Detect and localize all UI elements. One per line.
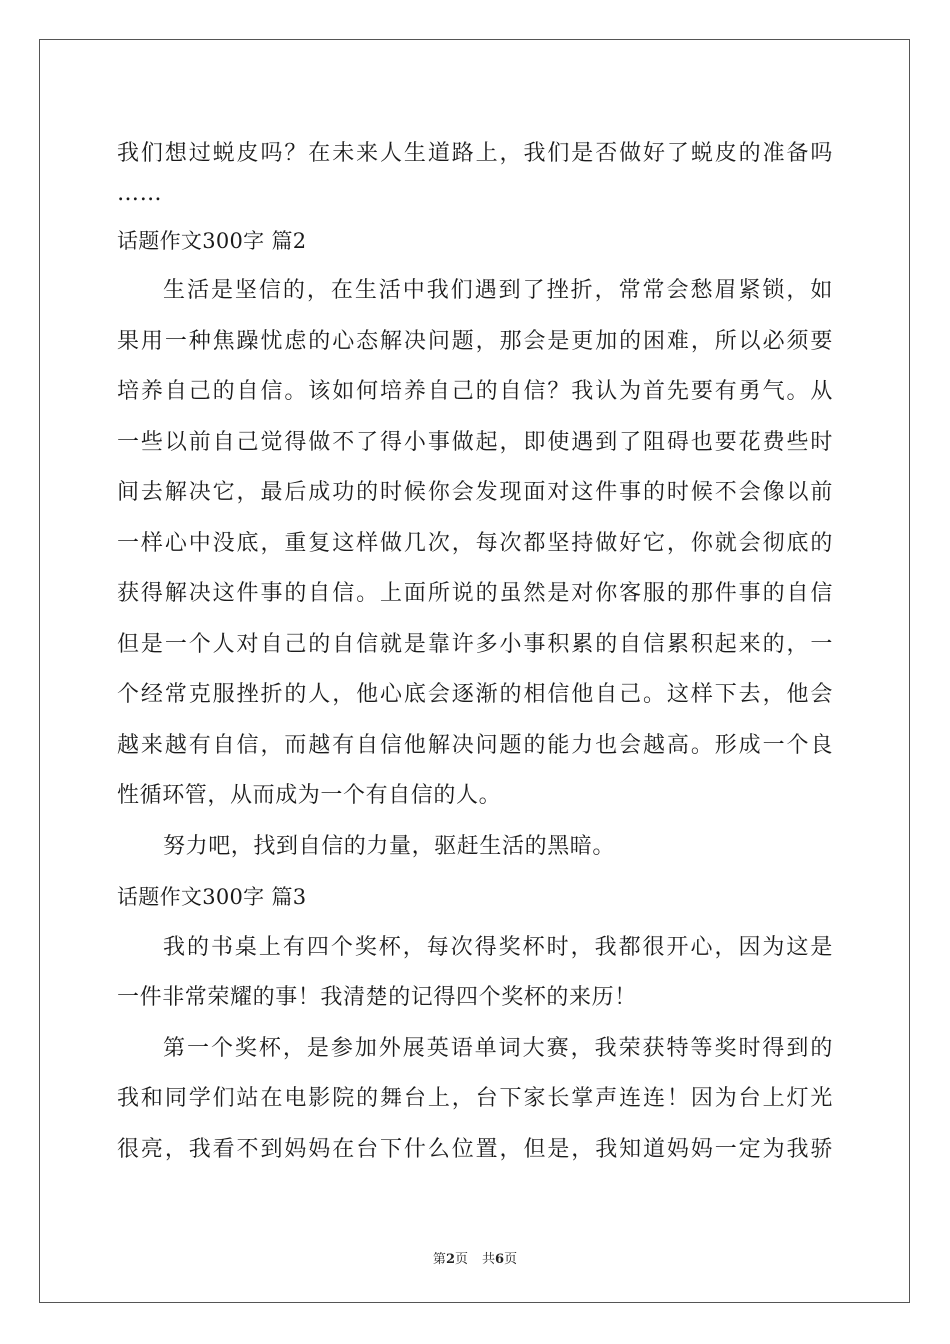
paragraph-line: 间去解决它，最后成功的时候你会发现面对这件事的时候不会像以前 — [117, 480, 833, 505]
paragraph-line: 我的书桌上有四个奖杯，每次得奖杯时，我都很开心，因为这是 — [163, 934, 833, 960]
paragraph-line: 生活是坚信的，在生活中我们遇到了挫折，常常会愁眉紧锁，如 — [163, 278, 833, 303]
section-2-paragraph-1 — [117, 266, 833, 822]
paragraph-line: 获得解决这件事的自信。上面所说的虽然是对你客服的那件事的自信 — [117, 581, 833, 606]
paragraph-line: 但是一个人对自己的自信就是靠许多小事积累的自信累积起来的，一 — [117, 631, 833, 657]
paragraph-line: 一样心中没底，重复这样做几次，每次都坚持做好它，你就会彻底的 — [117, 530, 833, 556]
page-suffix: 页 — [454, 1252, 468, 1267]
paragraph-line: 个经常克服挫折的人，他心底会逐渐的相信他自己。这样下去，他会 — [117, 682, 833, 707]
section-3-paragraph-1 — [117, 923, 833, 1024]
paragraph-line: 越来越有自信，而越有自信他解决问题的能力也会越高。形成一个良 — [117, 732, 833, 758]
paragraph-line: 果用一种焦躁忧虑的心态解决问题，那会是更加的困难，所以必须要 — [117, 328, 833, 354]
total-suffix: 页 — [504, 1252, 518, 1267]
page-footer — [0, 1248, 950, 1267]
paragraph-line: 第一个奖杯，是参加外展英语单词大赛，我荣获特等奖时得到的 — [163, 1035, 833, 1061]
paragraph-line: 一件非常荣耀的事！我清楚的记得四个奖杯的来历！ — [117, 985, 637, 1010]
document-body — [117, 129, 833, 1175]
paragraph-line: 很亮，我看不到妈妈在台下什么位置，但是，我知道妈妈一定为我骄 — [117, 1136, 833, 1162]
section-2-paragraph-2: 努力吧，找到自信的力量，驱赶生活的黑暗。 — [163, 833, 616, 859]
page-number: 2 — [445, 1252, 455, 1267]
paragraph-line: 培养自己的自信。该如何培养自己的自信？我认为首先要有勇气。从 — [117, 379, 833, 404]
intro-ellipsis: …… — [117, 180, 163, 206]
paragraph-line: 性循环管，从而成为一个有自信的人。 — [117, 783, 502, 808]
page-prefix: 第 — [432, 1252, 446, 1267]
paragraph-line: 一些以前自己觉得做不了得小事做起，即使遇到了阻碍也要花费些时 — [117, 429, 833, 455]
section-2-heading: 话题作文300字 篇2 — [117, 228, 307, 253]
section-3-paragraph-2 — [117, 1024, 833, 1176]
total-prefix: 共 — [482, 1252, 496, 1267]
paragraph-line: 我和同学们站在电影院的舞台上，台下家长掌声连连！因为台上灯光 — [117, 1086, 833, 1111]
total-pages: 6 — [495, 1252, 505, 1267]
section-3-heading: 话题作文300字 篇3 — [117, 885, 307, 909]
intro-line-1: 我们想过蜕皮吗？在未来人生道路上，我们是否做好了蜕皮的准备吗 — [117, 141, 833, 166]
